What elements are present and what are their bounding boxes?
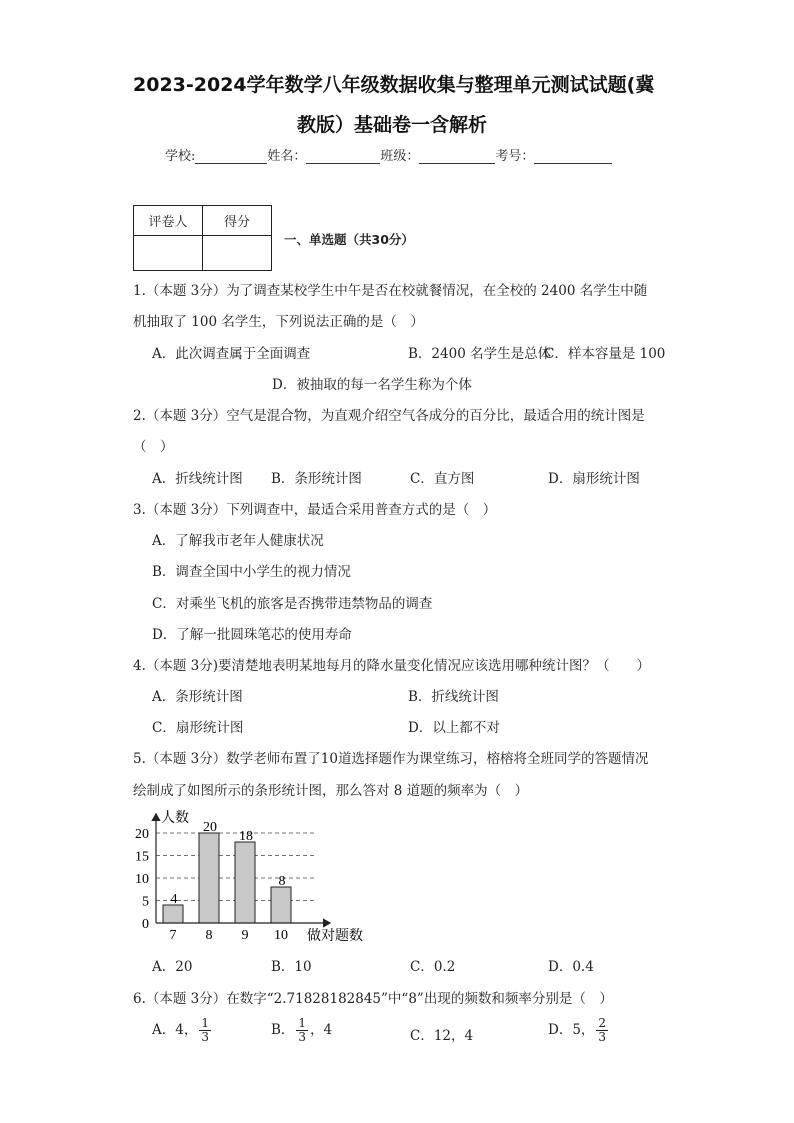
question-2-option-c[interactable]: C．直方图: [410, 471, 475, 487]
y-tick-label: 5: [142, 894, 149, 910]
fraction-denominator: 3: [201, 1030, 209, 1044]
data-label: 18: [239, 829, 253, 844]
question-2-option-b[interactable]: B．条形统计图: [271, 471, 362, 487]
fraction-numerator: 1: [298, 1016, 307, 1030]
question-3-option-a[interactable]: A．了解我市老年人健康状况: [152, 533, 324, 549]
page-title-line2: 教版）基础卷一含解析: [297, 114, 488, 136]
question-5-option-c[interactable]: C．0.2: [410, 959, 456, 975]
question-2-line-1: 2.（本题 3分）空气是混合物，为直观介绍空气各成分的百分比，最适合用的统计图是: [133, 408, 645, 424]
section-title: 一、单选题（共30分）: [284, 232, 414, 247]
y-axis-label: 人数: [161, 811, 189, 826]
option-b-prefix: B．: [271, 1022, 295, 1038]
x-tick-label: 9: [241, 928, 249, 943]
number-field[interactable]: [534, 149, 612, 164]
score-header: 得分: [203, 206, 272, 236]
school-label: 学校:: [165, 149, 196, 164]
question-3-option-b[interactable]: B．调查全国中小学生的视力情况: [152, 564, 351, 580]
question-4-option-b[interactable]: B．折线统计图: [408, 689, 499, 705]
fraction-numerator: 1: [201, 1016, 209, 1030]
question-6-option-d[interactable]: [548, 1017, 610, 1044]
question-5-line-1: 5.（本题 3分）数学老师布置了10道选择题作为课堂练习，榕榕将全班同学的答题情况: [133, 751, 649, 767]
y-tick-label: 15: [135, 849, 149, 865]
question-4-line-1: 4.（本题 3分)要清楚地表明某地每月的降水量变化情况应该选用哪种统计图？（ ）: [133, 658, 651, 674]
x-tick-label: 8: [205, 928, 213, 943]
question-1-option-d[interactable]: D．被抽取的每一名学生称为个体: [272, 377, 472, 393]
question-6-option-a[interactable]: [152, 1017, 213, 1044]
data-label: 20: [203, 820, 217, 835]
fraction: [296, 1017, 308, 1044]
class-label: 班级：: [380, 149, 420, 164]
data-label: 4: [170, 892, 178, 907]
fraction-numerator: 2: [598, 1016, 607, 1030]
question-4-option-d[interactable]: D．以上都不对: [408, 720, 500, 736]
page-title-line1: 2023-2024学年数学八年级数据收集与整理单元测试试题(冀: [133, 74, 655, 96]
question-4-option-a[interactable]: A．条形统计图: [152, 689, 243, 705]
question-1-option-a[interactable]: A．此次调查属于全面调查: [152, 346, 311, 362]
question-3-option-d[interactable]: D．了解一批圆珠笔芯的使用寿命: [152, 627, 352, 643]
question-3-line-1: 3.（本题 3分）下列调查中，最适合采用普查方式的是（ ）: [133, 502, 497, 518]
question-6-option-b[interactable]: [271, 1017, 332, 1044]
grader-header: 评卷人: [134, 206, 203, 236]
class-field[interactable]: [419, 149, 495, 164]
question-1-line-1: 1.（本题 3分）为了调查某校学生中午是否在校就餐情况，在全校的 2400 名学生中随: [133, 283, 648, 299]
option-d-prefix: D．5，: [548, 1022, 595, 1038]
score-cell[interactable]: [203, 236, 272, 271]
question-2-option-d[interactable]: D．扇形统计图: [548, 471, 640, 487]
fraction: [596, 1017, 608, 1044]
x-tick-label: 7: [169, 928, 177, 943]
question-6-line-1: 6.（本题 3分）在数字“2.71828182845”中“8”出现的频数和频率分别是（ ）: [133, 991, 613, 1007]
question-5-option-a[interactable]: A．20: [152, 959, 193, 975]
question-4-option-c[interactable]: C．扇形统计图: [152, 720, 244, 736]
y-tick-label: 10: [135, 872, 149, 887]
question-3-option-c[interactable]: C．对乘坐飞机的旅客是否携带违禁物品的调查: [152, 596, 433, 612]
bar-chart: [125, 808, 385, 943]
fraction: [199, 1017, 211, 1044]
x-axis-label: 做对题数: [307, 929, 363, 943]
option-b-suffix: ，4: [310, 1022, 333, 1038]
bar-8: [199, 833, 219, 923]
x-tick-label: 10: [274, 928, 288, 943]
data-label: 8: [278, 874, 286, 889]
question-6-option-c[interactable]: [410, 1024, 473, 1044]
number-label: 考号：: [495, 149, 535, 164]
option-c-text: C．12，4: [410, 1028, 474, 1044]
fraction-denominator: 3: [298, 1030, 307, 1044]
grader-cell[interactable]: [134, 236, 203, 271]
school-field[interactable]: [195, 149, 267, 164]
question-5-option-b[interactable]: B．10: [271, 959, 312, 975]
question-1-option-c[interactable]: C．样本容量是 100: [544, 346, 666, 362]
fraction-denominator: 3: [598, 1030, 607, 1044]
question-1-line-2: 机抽取了 100 名学生，下列说法正确的是（ ）: [133, 314, 424, 330]
question-2-line-2: （ ）: [133, 439, 174, 455]
bar-9: [235, 842, 255, 923]
score-box: [133, 205, 272, 271]
y-tick-label: 0: [142, 917, 149, 932]
name-field[interactable]: [306, 149, 380, 164]
y-tick-label: 20: [135, 827, 149, 842]
bar-7: [163, 905, 183, 923]
question-5-option-d[interactable]: D．0.4: [548, 959, 594, 975]
question-5-line-2: 绘制成了如图所示的条形统计图，那么答对 8 道题的频率为（ ）: [133, 783, 529, 799]
name-label: 姓名：: [267, 149, 307, 164]
bar-10: [271, 887, 291, 923]
question-1-option-b[interactable]: B．2400 名学生是总体: [408, 346, 552, 362]
option-a-prefix: A．4，: [152, 1022, 198, 1038]
question-2-option-a[interactable]: A．折线统计图: [152, 471, 243, 487]
student-info-row: [165, 145, 612, 164]
